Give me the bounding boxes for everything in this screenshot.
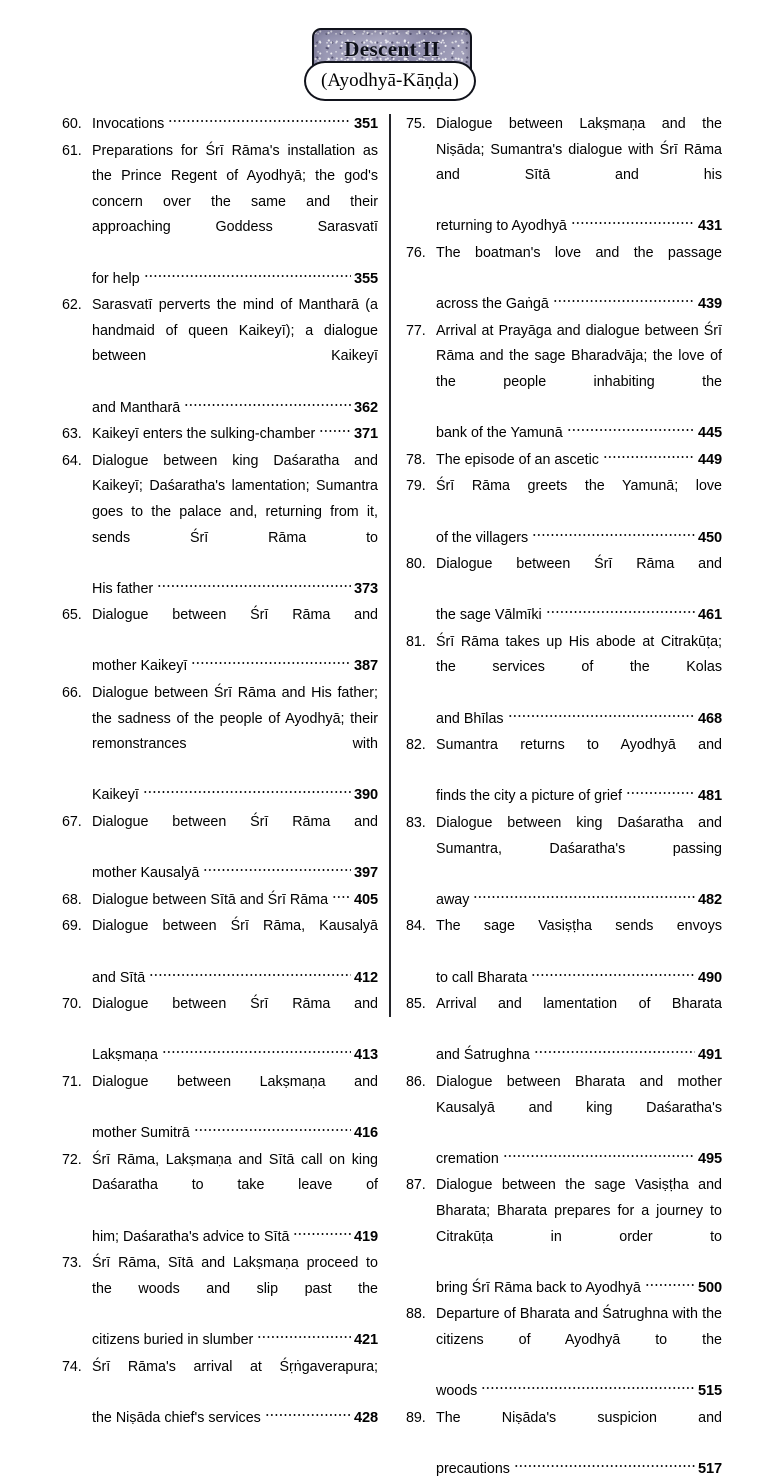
descent-badge-oval: [304, 61, 476, 101]
toc-entry-text: The Niṣāda's suspicion and: [436, 1409, 722, 1426]
toc-entry-number: 79.: [406, 478, 426, 495]
toc-entry[interactable]: [402, 241, 722, 318]
toc-entry-number: 85.: [406, 996, 426, 1013]
toc-entry-text: Śrī Rāma's arrival at Śṛṅgaverapura;: [92, 1358, 378, 1375]
toc-entry-text: Departure of Bharata and Śatrughna with the citizens of Ayodhyā to the: [436, 1306, 722, 1348]
toc-entry-body: [436, 992, 722, 1069]
toc-entry[interactable]: [58, 422, 378, 448]
dot-leader: [265, 1411, 351, 1419]
dot-leader: [157, 582, 351, 590]
toc-entry-body: [92, 293, 378, 421]
toc-page-number[interactable]: 419: [353, 1228, 378, 1245]
toc-entry-number: 72.: [62, 1151, 82, 1168]
toc-page-number[interactable]: 412: [353, 969, 378, 986]
toc-entry-body: [92, 1148, 378, 1250]
toc-entry-number: 89.: [406, 1409, 426, 1426]
toc-entry-text: The sage Vasiṣṭha sends envoys: [436, 918, 722, 935]
toc-page-number[interactable]: 490: [697, 969, 722, 986]
toc-entry-number: 87.: [406, 1177, 426, 1194]
toc-entry-body: [436, 1070, 722, 1172]
toc-entry-body: [92, 1251, 378, 1353]
toc-leader-line: [92, 783, 378, 809]
toc-entry-text-tail: finds the city a picture of grief: [436, 788, 622, 805]
toc-entry-body: [436, 914, 722, 991]
toc-entry-text-tail: citizens buried in slumber: [92, 1331, 254, 1348]
toc-entry-body: [92, 603, 378, 680]
toc-page-number[interactable]: 351: [353, 116, 378, 132]
toc-entry-text: Śrī Rāma greets the Yamunā; love: [436, 478, 722, 495]
toc-entry[interactable]: [402, 1302, 722, 1404]
toc-entry[interactable]: [58, 449, 378, 603]
toc-entry-text-tail: Kaikeyī: [92, 787, 139, 804]
toc-page-number[interactable]: 449: [697, 451, 722, 468]
toc-entry-text: Dialogue between Lakṣmaṇa and: [92, 1073, 378, 1090]
dot-leader: [293, 1230, 351, 1238]
dot-leader: [534, 1048, 695, 1056]
dot-leader: [508, 712, 695, 720]
toc-entry-body: [92, 1355, 378, 1432]
dot-leader: [531, 971, 695, 979]
toc-entry-text-tail: and Bhīlas: [436, 710, 504, 727]
toc-entry-text: Dialogue between king Daśaratha and Sumantra, Daśaratha's passing: [436, 815, 722, 857]
toc-entry-text: Dialogue between Śrī Rāma, Kausalyā: [92, 918, 378, 935]
toc-leader-line: [92, 267, 378, 293]
toc-page-number[interactable]: 481: [697, 788, 722, 805]
toc-entry-body: [436, 733, 722, 810]
toc-page-number[interactable]: 421: [353, 1331, 378, 1348]
toc-entry[interactable]: [58, 1070, 378, 1147]
toc-page-number[interactable]: 371: [353, 426, 378, 443]
toc-page-number[interactable]: 362: [353, 399, 378, 416]
toc-entry[interactable]: [402, 1406, 722, 1483]
toc-leader-line: [92, 112, 378, 138]
toc-page-number[interactable]: 413: [353, 1047, 378, 1064]
toc-entry-text-tail: to call Bharata: [436, 969, 528, 986]
toc-leader-line: [436, 1276, 722, 1302]
toc-page-number[interactable]: 397: [353, 865, 378, 882]
toc-entry-body: [436, 448, 722, 474]
toc-leader-line: [436, 214, 722, 240]
toc-entry-body: [436, 552, 722, 629]
toc-entry-text: Dialogue between the sage Vasiṣṭha and Bharata; Bharata prepares for a journey to Citrakūṭa in order to: [436, 1177, 722, 1245]
dot-leader: [143, 788, 351, 796]
toc-entry-number: 68.: [62, 891, 82, 908]
toc-entry-text: Sarasvatī perverts the mind of Mantharā (a handmaid of queen Kaikeyī); a dialogue between Kaikeyī: [92, 297, 378, 365]
toc-entry-body: [92, 112, 378, 138]
toc-entry-text-tail: the Niṣāda chief's services: [92, 1409, 261, 1426]
toc-page-number[interactable]: 405: [353, 891, 378, 908]
toc-entry-body: [92, 449, 378, 603]
toc-entry[interactable]: [402, 1070, 722, 1172]
toc-entry-text-tail: bring Śrī Rāma back to Ayodhyā: [436, 1279, 641, 1296]
toc-entry-number: 81.: [406, 633, 426, 650]
toc-entry-number: 74.: [62, 1358, 82, 1375]
toc-entry-number: 65.: [62, 607, 82, 624]
toc-leader-line: [436, 888, 722, 914]
toc-entry-body: [92, 992, 378, 1069]
toc-entry-text: Śrī Rāma, Lakṣmaṇa and Sītā call on king Daśaratha to take leave of: [92, 1151, 378, 1194]
toc-entry[interactable]: [402, 112, 722, 240]
toc-entry-number: 82.: [406, 737, 426, 754]
toc-entry-text: The boatman's love and the passage: [436, 244, 722, 261]
dot-leader: [203, 866, 351, 874]
toc-entry-text: Dialogue between king Daśaratha and Kaikeyī; Daśaratha's lamentation; Sumantra goes to the palace and, returning from it, sends Śrī Rāma to: [92, 452, 378, 546]
toc-page-number[interactable]: 428: [353, 1409, 378, 1426]
toc-entry-number: 76.: [406, 244, 426, 261]
toc-entry[interactable]: [58, 293, 378, 421]
toc-entry-text-tail: returning to Ayodhyā: [436, 218, 567, 235]
toc-leader-line: [436, 421, 722, 447]
toc-entry[interactable]: [402, 319, 722, 447]
toc-page-number[interactable]: 373: [353, 580, 378, 597]
toc-entry-text-tail: and Sītā: [92, 969, 146, 986]
toc-entry-number: 60.: [62, 116, 82, 132]
toc-entry-text-tail: for help: [92, 270, 140, 287]
toc-entry-text-tail: woods: [436, 1383, 478, 1400]
toc-page-number[interactable]: 439: [697, 296, 722, 313]
dot-leader: [191, 659, 351, 667]
toc-entry-text: Arrival and lamentation of Bharata: [436, 996, 722, 1013]
toc-entry[interactable]: [402, 992, 722, 1069]
dot-leader: [546, 608, 695, 616]
dot-leader: [149, 971, 351, 979]
toc-entry-number: 66.: [62, 685, 82, 702]
toc-entry-body: [436, 319, 722, 447]
toc-entry-number: 67.: [62, 814, 82, 831]
toc-entry-body: [436, 1302, 722, 1404]
toc-page-number[interactable]: 431: [697, 218, 722, 235]
dot-leader: [603, 453, 695, 461]
toc-leader-line: [436, 1147, 722, 1173]
toc-leader-line: [92, 422, 378, 448]
toc-entry-text-tail: of the villagers: [436, 529, 529, 546]
toc-entry[interactable]: [402, 1173, 722, 1301]
toc-entry-number: 69.: [62, 918, 82, 935]
toc-entry-text-tail: mother Sumitrā: [92, 1125, 190, 1142]
dot-leader: [332, 893, 351, 901]
toc-leader-line: [436, 966, 722, 992]
toc-entry-number: 78.: [406, 451, 426, 468]
toc-entry-number: 75.: [406, 116, 426, 132]
toc-leader-line: [92, 861, 378, 887]
toc-entry[interactable]: [402, 630, 722, 732]
toc-entry-text-tail: away: [436, 891, 470, 908]
toc-leader-line: [436, 1457, 722, 1483]
toc-entry[interactable]: [58, 1251, 378, 1353]
toc-entry-text-tail: and Śatrughna: [436, 1047, 530, 1064]
toc-entry-text-tail: bank of the Yamunā: [436, 425, 563, 442]
toc-leader-line: [436, 1043, 722, 1069]
toc-entry-number: 86.: [406, 1073, 426, 1090]
toc-leader-line: [92, 577, 378, 603]
toc-entry-text-tail: and Mantharā: [92, 399, 181, 416]
dot-leader: [184, 401, 351, 409]
dot-leader: [194, 1126, 351, 1134]
toc-entry[interactable]: [58, 992, 378, 1069]
toc-page-number[interactable]: 491: [697, 1047, 722, 1064]
toc-entry[interactable]: [58, 1148, 378, 1250]
dot-leader: [532, 531, 695, 539]
toc-entry[interactable]: [402, 474, 722, 551]
toc-entry-text: Dialogue between Śrī Rāma and: [436, 556, 722, 573]
toc-entry-text: Dialogue between Śrī Rāma and: [92, 996, 378, 1013]
toc-entry-body: [436, 630, 722, 732]
toc-entry[interactable]: [58, 1355, 378, 1432]
toc-entry-body: [436, 474, 722, 551]
toc-entry-text: Śrī Rāma, Sītā and Lakṣmaṇa proceed to the woods and slip past the: [92, 1255, 378, 1297]
toc-leader-line: [436, 448, 722, 474]
toc-entry-body: [436, 241, 722, 318]
column-divider: [378, 112, 402, 1483]
toc-entry-number: 73.: [62, 1255, 82, 1272]
toc-entry-body: [436, 1406, 722, 1483]
toc-entry-number: 64.: [62, 452, 82, 469]
toc-page-number[interactable]: 387: [353, 658, 378, 675]
toc-entry-body: [92, 681, 378, 809]
toc-entry-text: Dialogue between Śrī Rāma and: [92, 814, 378, 831]
toc-columns: [58, 112, 722, 1483]
toc-leader-line: [436, 603, 722, 629]
toc-entry-body: [436, 1173, 722, 1301]
toc-entry-text: Sumantra returns to Ayodhyā and: [436, 737, 722, 754]
toc-leader-line: [92, 1406, 378, 1432]
toc-leader-line: [436, 292, 722, 318]
dot-leader: [162, 1048, 351, 1056]
toc-leader-line: [92, 654, 378, 680]
toc-page-number[interactable]: 445: [697, 425, 722, 442]
toc-page-number[interactable]: 450: [697, 529, 722, 546]
toc-entry-number: 83.: [406, 815, 426, 832]
toc-entry-text-tail: the sage Vālmīki: [436, 607, 542, 624]
toc-leader-line: [92, 966, 378, 992]
toc-leader-line: [92, 1043, 378, 1069]
toc-leader-line: [92, 396, 378, 422]
toc-entry-text-tail: mother Kausalyā: [92, 865, 200, 882]
toc-entry-body: [92, 810, 378, 887]
toc-entry-body: [92, 1070, 378, 1147]
toc-entry-text: Arrival at Prayāga and dialogue between Śrī Rāma and the sage Bharadvāja; the love of the people inhabiting the: [436, 322, 722, 390]
toc-entry-text-tail: The episode of an ascetic: [436, 451, 599, 468]
dot-leader: [481, 1384, 695, 1392]
toc-page-number[interactable]: 390: [353, 787, 378, 804]
column-divider-rule: [389, 114, 390, 1017]
descent-badge: [0, 28, 780, 104]
toc-leader-line: [436, 707, 722, 733]
toc-entry-number: 80.: [406, 556, 426, 573]
toc-page-number[interactable]: 461: [697, 607, 722, 624]
toc-column-right: [402, 112, 722, 1483]
dot-leader: [257, 1333, 351, 1341]
toc-page-number[interactable]: 468: [697, 710, 722, 727]
toc-entry-number: 62.: [62, 297, 82, 314]
toc-entry[interactable]: [58, 681, 378, 809]
toc-entry[interactable]: [58, 914, 378, 991]
dot-leader: [567, 426, 695, 434]
toc-entry-number: 84.: [406, 918, 426, 935]
toc-entry-text-tail: Invocations: [92, 116, 165, 132]
toc-leader-line: [92, 1225, 378, 1251]
dot-leader: [626, 789, 695, 797]
toc-entry-text: Dialogue between Bharata and mother Kausalyā and king Daśaratha's: [436, 1073, 722, 1116]
toc-entry[interactable]: [58, 888, 378, 914]
toc-entry-body: [92, 139, 378, 293]
toc-entry[interactable]: [58, 139, 378, 293]
toc-entry-body: [92, 888, 378, 914]
toc-entry-text-tail: His father: [92, 580, 154, 597]
toc-entry-number: 88.: [406, 1306, 426, 1323]
descent-title: Descent II: [344, 37, 440, 61]
toc-entry-text: Dialogue between Śrī Rāma and: [92, 607, 378, 624]
dot-leader: [473, 893, 695, 901]
dot-leader: [571, 219, 695, 227]
dot-leader: [168, 117, 351, 125]
toc-entry-number: 70.: [62, 996, 82, 1013]
toc-page-number[interactable]: 517: [697, 1460, 722, 1477]
toc-entry-number: 61.: [62, 142, 82, 159]
toc-entry[interactable]: [58, 810, 378, 887]
toc-page-number[interactable]: 515: [697, 1383, 722, 1400]
toc-entry-text-tail: Dialogue between Sītā and Śrī Rāma: [92, 891, 329, 908]
toc-entry-number: 63.: [62, 426, 82, 443]
toc-entry-text: Preparations for Śrī Rāma's installation as the Prince Regent of Ayodhyā; the god's concern over the same and their approaching Goddess Sarasvatī: [92, 142, 378, 236]
toc-entry[interactable]: [58, 603, 378, 680]
toc-entry-body: [436, 811, 722, 913]
toc-leader-line: [92, 1121, 378, 1147]
toc-entry-body: [92, 422, 378, 448]
toc-column-left: [58, 112, 378, 1483]
toc-leader-line: [436, 526, 722, 552]
toc-entry[interactable]: [402, 552, 722, 629]
toc-entry-text-tail: cremation: [436, 1150, 499, 1167]
toc-entry-text: Śrī Rāma takes up His abode at Citrakūṭa; the services of the Kolas: [436, 633, 722, 676]
dot-leader: [503, 1152, 695, 1160]
toc-page-number[interactable]: 482: [697, 891, 722, 908]
toc-entry-number: 77.: [406, 322, 426, 339]
toc-entry-text-tail: mother Kaikeyī: [92, 658, 188, 675]
toc-entry[interactable]: [402, 448, 722, 474]
toc-entry-text-tail: Lakṣmaṇa: [92, 1047, 158, 1064]
dot-leader: [144, 272, 351, 280]
toc-entry-number: 71.: [62, 1073, 82, 1090]
toc-entry-text-tail: across the Gaṅgā: [436, 296, 549, 313]
dot-leader: [645, 1281, 695, 1289]
toc-entry-text: Dialogue between Śrī Rāma and His father; the sadness of the people of Ayodhyā; their remonstrances with: [92, 685, 378, 753]
toc-leader-line: [92, 888, 378, 914]
toc-page-number[interactable]: 500: [697, 1279, 722, 1296]
dot-leader: [319, 427, 351, 435]
toc-leader-line: [92, 1328, 378, 1354]
toc-page-number[interactable]: 495: [697, 1150, 722, 1167]
toc-entry[interactable]: [402, 733, 722, 810]
toc-entry[interactable]: [58, 112, 378, 138]
kanda-subtitle: (Ayodhyā-Kāṇḍa): [321, 70, 459, 91]
toc-entry[interactable]: [402, 914, 722, 991]
dot-leader: [553, 297, 695, 305]
dot-leader: [514, 1462, 695, 1470]
toc-entry-body: [92, 914, 378, 991]
toc-page-number[interactable]: 416: [353, 1125, 378, 1142]
toc-entry[interactable]: [402, 811, 722, 913]
toc-page-number[interactable]: 355: [353, 270, 378, 287]
toc-entry-text-tail: precautions: [436, 1460, 510, 1477]
page-header: [0, 0, 780, 108]
toc-leader-line: [436, 784, 722, 810]
toc-entry-text-tail: Kaikeyī enters the sulking-chamber: [92, 426, 316, 443]
toc-leader-line: [436, 1379, 722, 1405]
toc-entry-body: [436, 112, 722, 240]
toc-entry-text: Dialogue between Lakṣmaṇa and the Niṣāda; Sumantra's dialogue with Śrī Rāma and Sītā and his: [436, 116, 722, 184]
toc-entry-text-tail: him; Daśaratha's advice to Sītā: [92, 1228, 290, 1245]
